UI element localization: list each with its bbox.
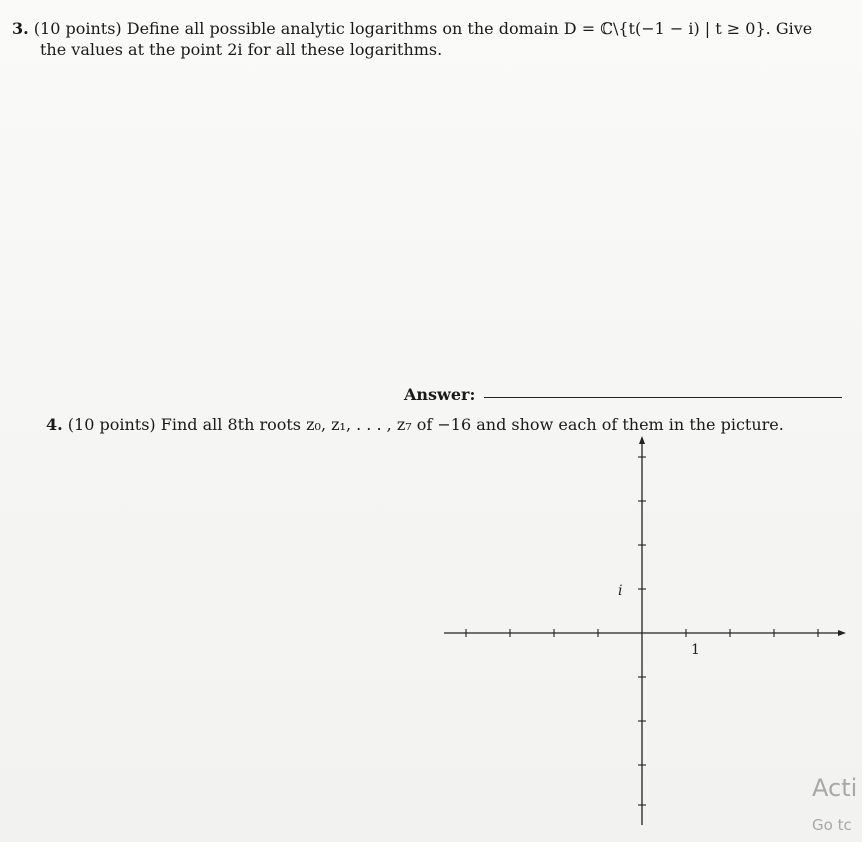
question-4-text: (10 points) Find all 8th roots z₀, z₁, . . . , z₇ of −16 and show each of them in the picture. [67, 415, 784, 434]
complex-plane-axes[interactable] [430, 430, 850, 830]
question-3 [12, 18, 842, 60]
imaginary-axis-arrow [639, 436, 645, 444]
question-3-number: 3. [12, 19, 29, 38]
question-4-number: 4. [46, 415, 63, 434]
question-3-text-line2: the values at the point 2i for all these logarithms. [40, 40, 443, 59]
activation-watermark-line1: Acti [812, 774, 858, 802]
real-axis-arrow [838, 630, 846, 636]
answer-label: Answer: [404, 385, 476, 404]
real-unit-label: 1 [691, 642, 700, 658]
answer-blank-line[interactable] [484, 397, 842, 398]
answer-row [404, 385, 844, 405]
question-3-text-line1: (10 points) Define all possible analytic logarithms on the domain D = ℂ\{t(−1 − i) | t ≥ 0}. Give [33, 19, 813, 38]
activation-watermark-line2: Go tc [812, 816, 852, 834]
imaginary-unit-label: i [618, 583, 623, 599]
